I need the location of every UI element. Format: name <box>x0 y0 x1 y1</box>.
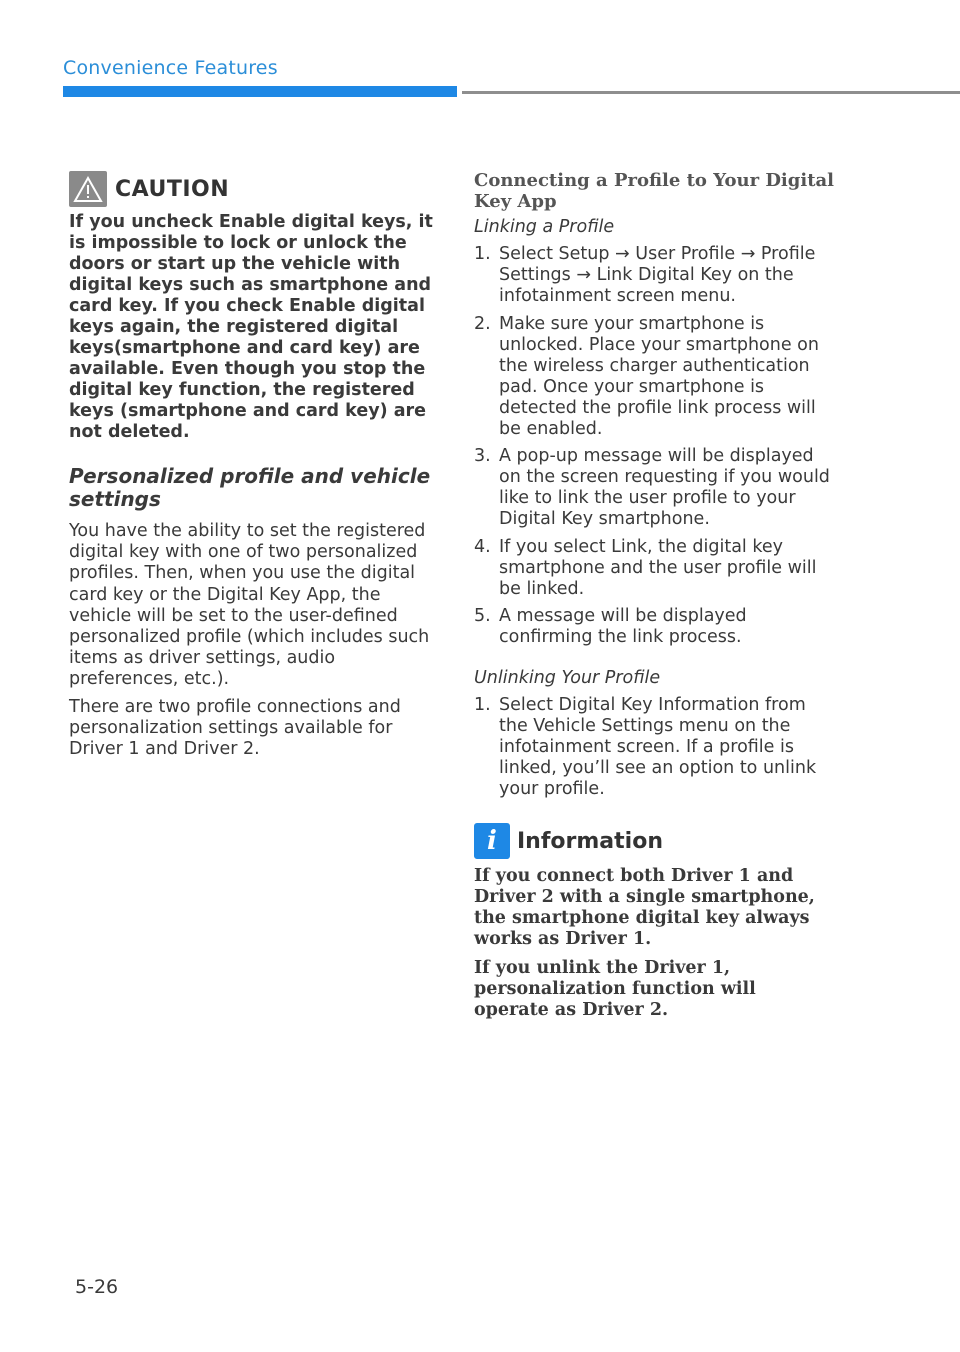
warning-triangle-icon <box>69 171 107 207</box>
section-heading: Personalized profile and vehicle settings <box>69 464 431 511</box>
caution-label: CAUTION <box>115 176 230 202</box>
subsection-heading: Unlinking Your Profile <box>474 668 661 688</box>
caution-header <box>69 170 437 208</box>
list-item-text: Make sure your smartphone is unlocked. Place your smartphone on the wireless charger authentication pad. Once your smartphone is detected the profile link process will be enabled. <box>499 313 819 439</box>
body-paragraph: You have the ability to set the registered digital key with one of two personalized profiles. Then, when you use the digital card key or the Digital Key App, the vehicle will be set to the user-defined personalized profile (which includes such items as driver settings, audio preferences, etc.). <box>69 521 430 690</box>
list-item-number: 1. <box>474 244 491 264</box>
list-item-number: 5. <box>474 606 491 626</box>
linking-steps-list <box>474 244 836 648</box>
page-number: 5-26 <box>75 1276 119 1298</box>
information-text: If you connect both Driver 1 and Driver 2 with a single smartphone, the smartphone digital key always works as Driver 1. <box>474 866 815 949</box>
list-item-text: A pop-up message will be displayed on the screen requesting if you would like to link the user profile to your Digital Key smartphone. <box>499 446 830 529</box>
list-item <box>474 446 836 530</box>
list-item-text: If you select Link, the digital key smartphone and the user profile will be linked. <box>499 536 817 599</box>
list-item-number: 3. <box>474 446 491 466</box>
list-item-number: 1. <box>474 695 491 715</box>
info-icon: i <box>474 823 510 859</box>
list-item <box>474 244 836 307</box>
header-rule <box>462 91 960 94</box>
information-label: Information <box>517 828 663 854</box>
header-rule-accent <box>63 86 457 97</box>
section-heading: Connecting a Profile to Your Digital Key App <box>474 170 835 212</box>
left-column <box>69 170 437 760</box>
unlinking-steps-list <box>474 695 836 800</box>
list-item-number: 2. <box>474 313 491 334</box>
list-item-text: A message will be displayed confirming the link process. <box>499 606 747 647</box>
subsection-heading: Linking a Profile <box>474 217 615 237</box>
information-header <box>474 822 836 860</box>
information-text: If you unlink the Driver 1, personalization function will operate as Driver 2. <box>474 958 756 1020</box>
list-item <box>474 314 836 440</box>
list-item-text: Select Digital Key Information from the Vehicle Settings menu on the infotainment screen. If a profile is linked, you’ll see an option to unlink your profile. <box>499 695 817 799</box>
section-title: Convenience Features <box>63 57 278 79</box>
list-item-text: Select Setup → User Profile → Profile Settings → Link Digital Key on the infotainment screen menu. <box>499 244 816 306</box>
right-column <box>474 170 836 1021</box>
caution-text: If you uncheck Enable digital keys, it is impossible to lock or unlock the doors or start up the vehicle with digital keys such as smartphone and card key. If you check Enable digital keys again, the registered digital keys(smartphone and card key) are available. Even though you stop the digital key function, the registered keys (smartphone and card key) are not deleted. <box>69 212 433 442</box>
body-paragraph: There are two profile connections and personalization settings available for Driver 1 and Driver 2. <box>69 696 401 760</box>
list-item-number: 4. <box>474 536 491 557</box>
list-item <box>474 537 836 600</box>
list-item <box>474 606 836 648</box>
list-item <box>474 695 836 800</box>
